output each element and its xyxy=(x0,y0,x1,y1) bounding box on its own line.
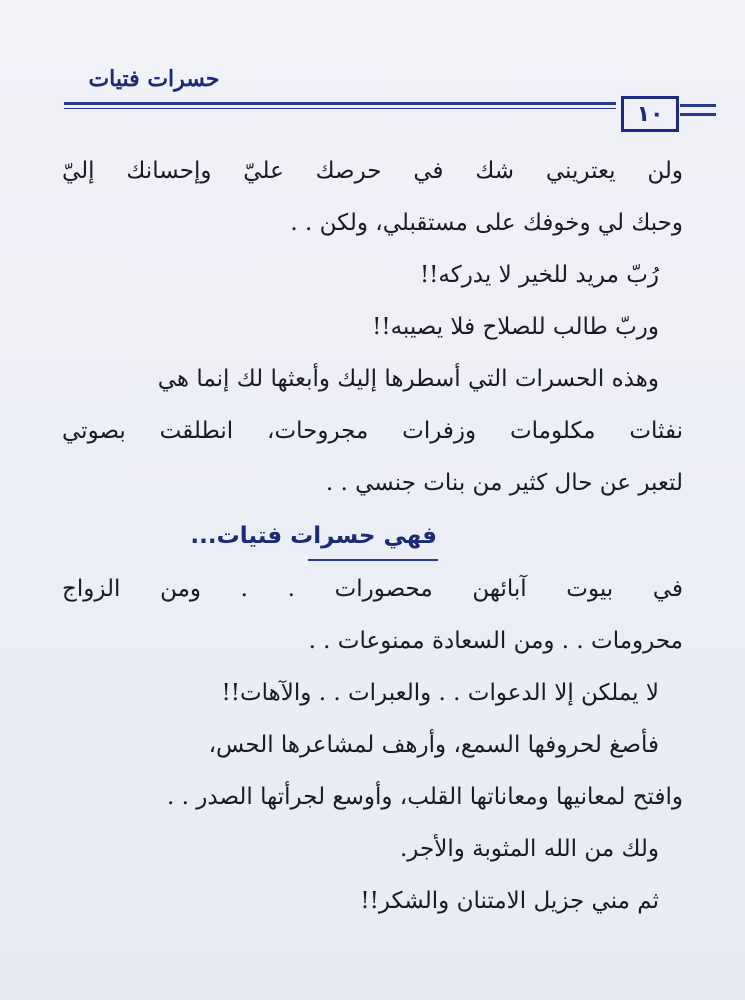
body-line: نفثات مكلومات وزفرات مجروحات، انطلقت بصوتي xyxy=(62,418,683,444)
page-number-rule-bottom xyxy=(680,113,716,116)
header-rule xyxy=(64,102,616,105)
body-line: وربّ طالب للصلاح فلا يصيبه!! xyxy=(372,314,659,340)
body-line: لا يملكن إلا الدعوات . . والعبرات . . والآهات!! xyxy=(221,680,659,706)
body-line: ولك من الله المثوبة والأجر. xyxy=(400,836,659,862)
body-line: وحبك لي وخوفك على مستقبلي، ولكن . . xyxy=(290,210,683,236)
body-line: رُبّ مريد للخير لا يدركه!! xyxy=(419,262,659,288)
body-line: ثم مني جزيل الامتنان والشكر!! xyxy=(360,888,659,914)
header-rule-thin xyxy=(64,108,616,109)
section-heading-rule xyxy=(308,559,438,561)
body-line: لتعبر عن حال كثير من بنات جنسي . . xyxy=(325,470,683,496)
body-line: فأصغ لحروفها السمع، وأرهف لمشاعرها الحس، xyxy=(208,732,659,758)
running-title: حسرات فتيات xyxy=(88,66,220,92)
page-number: ١٠ xyxy=(621,96,679,132)
body-line: وهذه الحسرات التي أسطرها إليك وأبعثها لك إنما هي xyxy=(157,366,659,392)
page-number-rule-top xyxy=(680,104,716,107)
body-line: ولن يعتريني شك في حرصك عليّ وإحسانك إليّ xyxy=(62,158,683,184)
body-line: في بيوت آبائهن محصورات . . ومن الزواج xyxy=(62,576,683,602)
body-line: وافتح لمعانيها ومعاناتها القلب، وأوسع لجرأتها الصدر . . xyxy=(167,784,683,810)
section-heading: فهي حسرات فتيات... xyxy=(190,523,437,549)
body-line: محرومات . . ومن السعادة ممنوعات . . xyxy=(308,628,683,654)
